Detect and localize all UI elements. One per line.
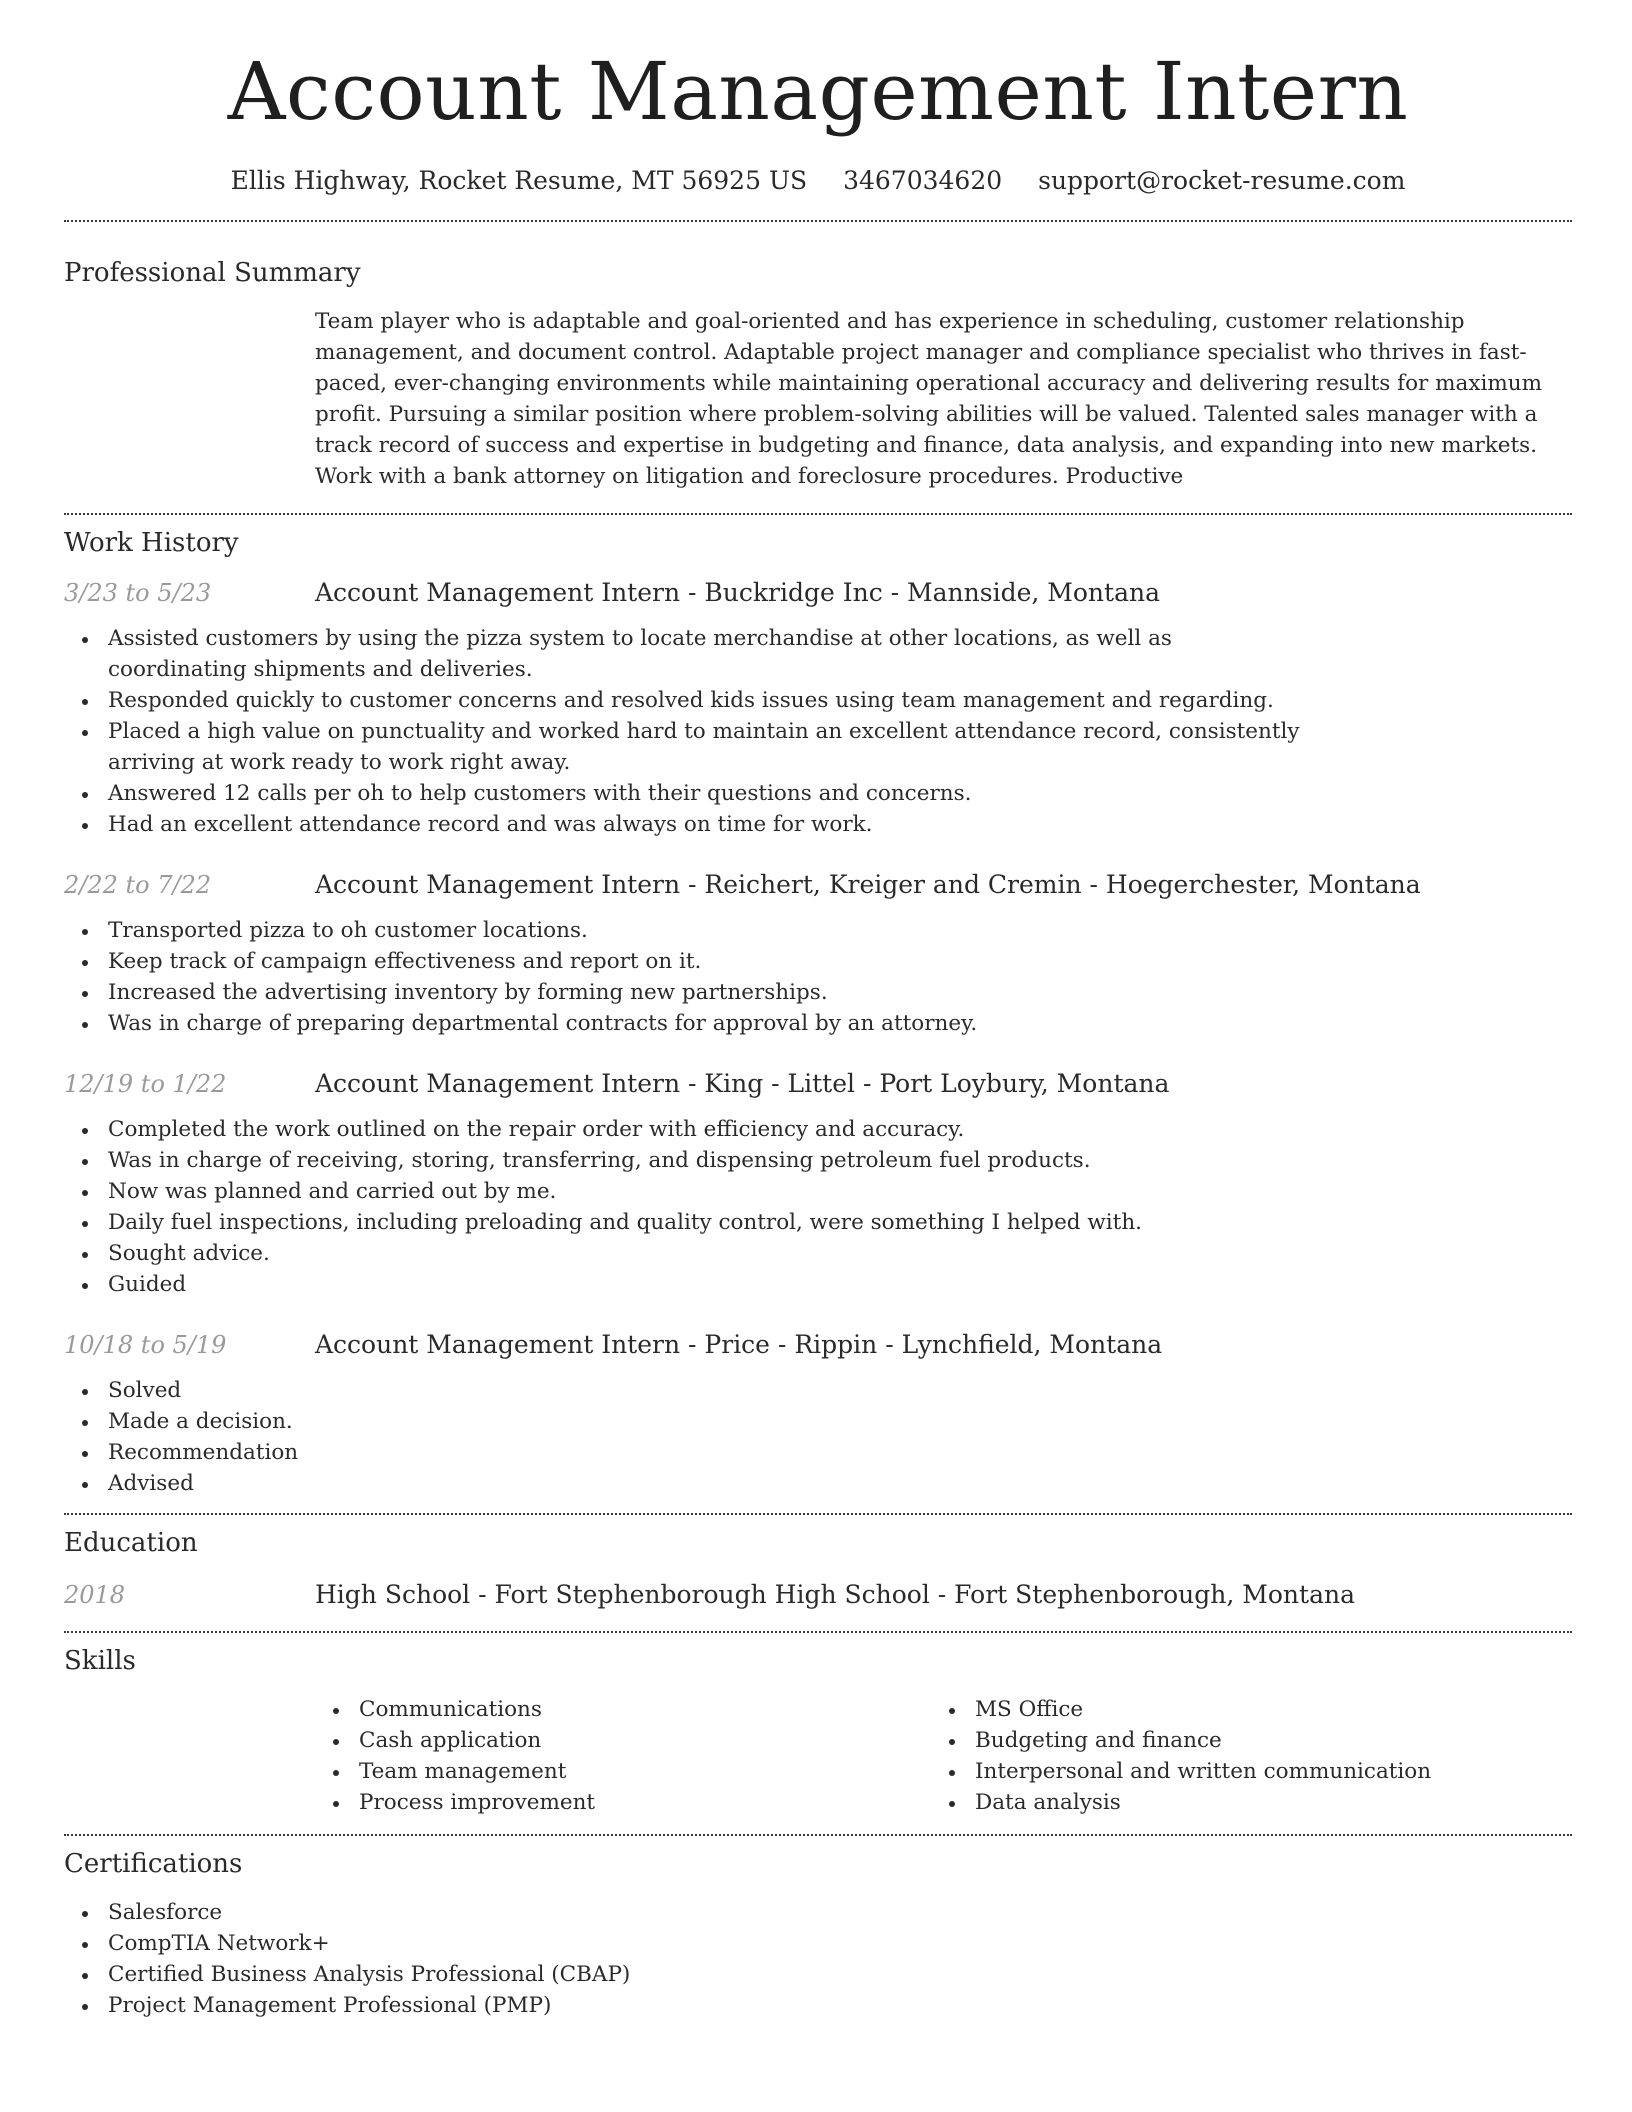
list-item: Daily fuel inspections, including preloading and quality control, were something I helped with. <box>64 1207 1304 1238</box>
list-item: Keep track of campaign effectiveness and report on it. <box>64 946 1304 977</box>
job-header <box>64 578 1572 607</box>
job-header <box>64 1330 1572 1359</box>
job-entry <box>64 870 1572 1039</box>
job-entry <box>64 578 1572 840</box>
certifications-section <box>64 1851 1572 2021</box>
list-item: Responded quickly to customer concerns and resolved kids issues using team management and regarding. <box>64 685 1304 716</box>
summary-section <box>64 260 1572 492</box>
list-item: Answered 12 calls per oh to help customers with their questions and concerns. <box>64 778 1304 809</box>
job-header <box>64 1069 1572 1098</box>
list-item: CompTIA Network+ <box>64 1928 1304 1959</box>
education-year: 2018 <box>64 1581 126 1609</box>
list-item: Advised <box>64 1468 1304 1499</box>
skills-column-right <box>931 1694 1547 1818</box>
education-section <box>64 1530 1572 1609</box>
contact-email: support@rocket-resume.com <box>1038 166 1406 195</box>
job-bullets <box>64 623 1304 840</box>
job-dates: 2/22 to 7/22 <box>64 871 212 899</box>
section-divider <box>64 513 1572 515</box>
summary-body <box>315 306 1555 492</box>
list-item: Project Management Professional (PMP) <box>64 1990 1304 2021</box>
list-item: Certified Business Analysis Professional (CBAP) <box>64 1959 1304 1990</box>
job-title: Account Management Intern - King - Littel - Port Loybury, Montana <box>315 1069 1170 1098</box>
list-item: Transported pizza to oh customer locations. <box>64 915 1304 946</box>
job-title: Account Management Intern - Reichert, Kreiger and Cremin - Hoegerchester, Montana <box>315 870 1421 899</box>
list-item: Team management <box>315 1756 931 1787</box>
job-bullets <box>64 915 1304 1039</box>
work-history-section <box>64 530 1572 1499</box>
list-item: Interpersonal and written communication <box>931 1756 1547 1787</box>
list-item: Data analysis <box>931 1787 1547 1818</box>
skills-section <box>64 1648 1572 1818</box>
section-divider <box>64 1513 1572 1515</box>
job-entry <box>64 1069 1572 1300</box>
list-item: Recommendation <box>64 1437 1304 1468</box>
list-item: Salesforce <box>64 1897 1304 1928</box>
job-title: Account Management Intern - Price - Rippin - Lynchfield, Montana <box>315 1330 1163 1359</box>
contact-address: Ellis Highway, Rocket Resume, MT 56925 US <box>230 166 808 195</box>
resume-header <box>64 0 1572 195</box>
skills-grid <box>315 1694 1555 1818</box>
section-title-skills: Skills <box>64 1646 136 1676</box>
education-entry <box>64 1580 1572 1609</box>
list-item: Budgeting and finance <box>931 1725 1547 1756</box>
list-item: Sought advice. <box>64 1238 1304 1269</box>
list-item: Assisted customers by using the pizza system to locate merchandise at other locations, as well as coordinating shipments and deliveries. <box>64 623 1304 685</box>
job-dates: 12/19 to 1/22 <box>64 1070 227 1098</box>
list-item: Cash application <box>315 1725 931 1756</box>
list-item: Placed a high value on punctuality and worked hard to maintain an excellent attendance record, consistently arriving at work ready to work right away. <box>64 716 1304 778</box>
job-header <box>64 870 1572 899</box>
list-item: Guided <box>64 1269 1304 1300</box>
section-divider <box>64 1631 1572 1633</box>
list-item: Completed the work outlined on the repair order with efficiency and accuracy. <box>64 1114 1304 1145</box>
list-item: Increased the advertising inventory by forming new partnerships. <box>64 977 1304 1008</box>
list-item: Process improvement <box>315 1787 931 1818</box>
job-dates: 10/18 to 5/19 <box>64 1331 227 1359</box>
list-item: Made a decision. <box>64 1406 1304 1437</box>
section-divider <box>64 220 1572 222</box>
certifications-list <box>64 1897 1304 2021</box>
job-bullets <box>64 1114 1304 1300</box>
list-item: Solved <box>64 1375 1304 1406</box>
job-dates: 3/23 to 5/23 <box>64 579 212 607</box>
section-title-work-history: Work History <box>64 528 239 558</box>
list-item: Was in charge of preparing departmental contracts for approval by an attorney. <box>64 1008 1304 1039</box>
education-title: High School - Fort Stephenborough High School - Fort Stephenborough, Montana <box>315 1580 1355 1609</box>
job-entry <box>64 1330 1572 1499</box>
list-item: Had an excellent attendance record and was always on time for work. <box>64 809 1304 840</box>
list-item: Was in charge of receiving, storing, transferring, and dispensing petroleum fuel products. <box>64 1145 1304 1176</box>
list-item: MS Office <box>931 1694 1547 1725</box>
list-item: Now was planned and carried out by me. <box>64 1176 1304 1207</box>
section-title-certifications: Certifications <box>64 1849 243 1879</box>
list-item: Communications <box>315 1694 931 1725</box>
section-title-education: Education <box>64 1528 198 1558</box>
job-title: Account Management Intern - Buckridge Inc - Mannside, Montana <box>315 578 1160 607</box>
education-header <box>64 1580 1572 1609</box>
contact-phone: 3467034620 <box>843 166 1003 195</box>
candidate-name: Account Management Intern <box>227 45 1409 138</box>
summary-text: Team player who is adaptable and goal-oriented and has experience in scheduling, customer relationship management, and document control. Adaptable project manager and compliance specialist who thrives in fast-paced, ever-changing environments while maintaining operational accuracy and delivering results for maximum profit. Pursuing a similar position where problem-solving abilities will be valued. Talented sales manager with a track record of success and expertise in budgeting and finance, data analysis, and expanding into new markets. Work with a bank attorney on litigation and foreclosure procedures. Productive <box>315 309 1542 489</box>
section-divider <box>64 1834 1572 1836</box>
contact-line <box>64 166 1572 195</box>
skills-column-left <box>315 1694 931 1818</box>
job-bullets <box>64 1375 1304 1499</box>
resume-page <box>64 0 1572 2021</box>
section-title-summary: Professional Summary <box>64 258 361 288</box>
